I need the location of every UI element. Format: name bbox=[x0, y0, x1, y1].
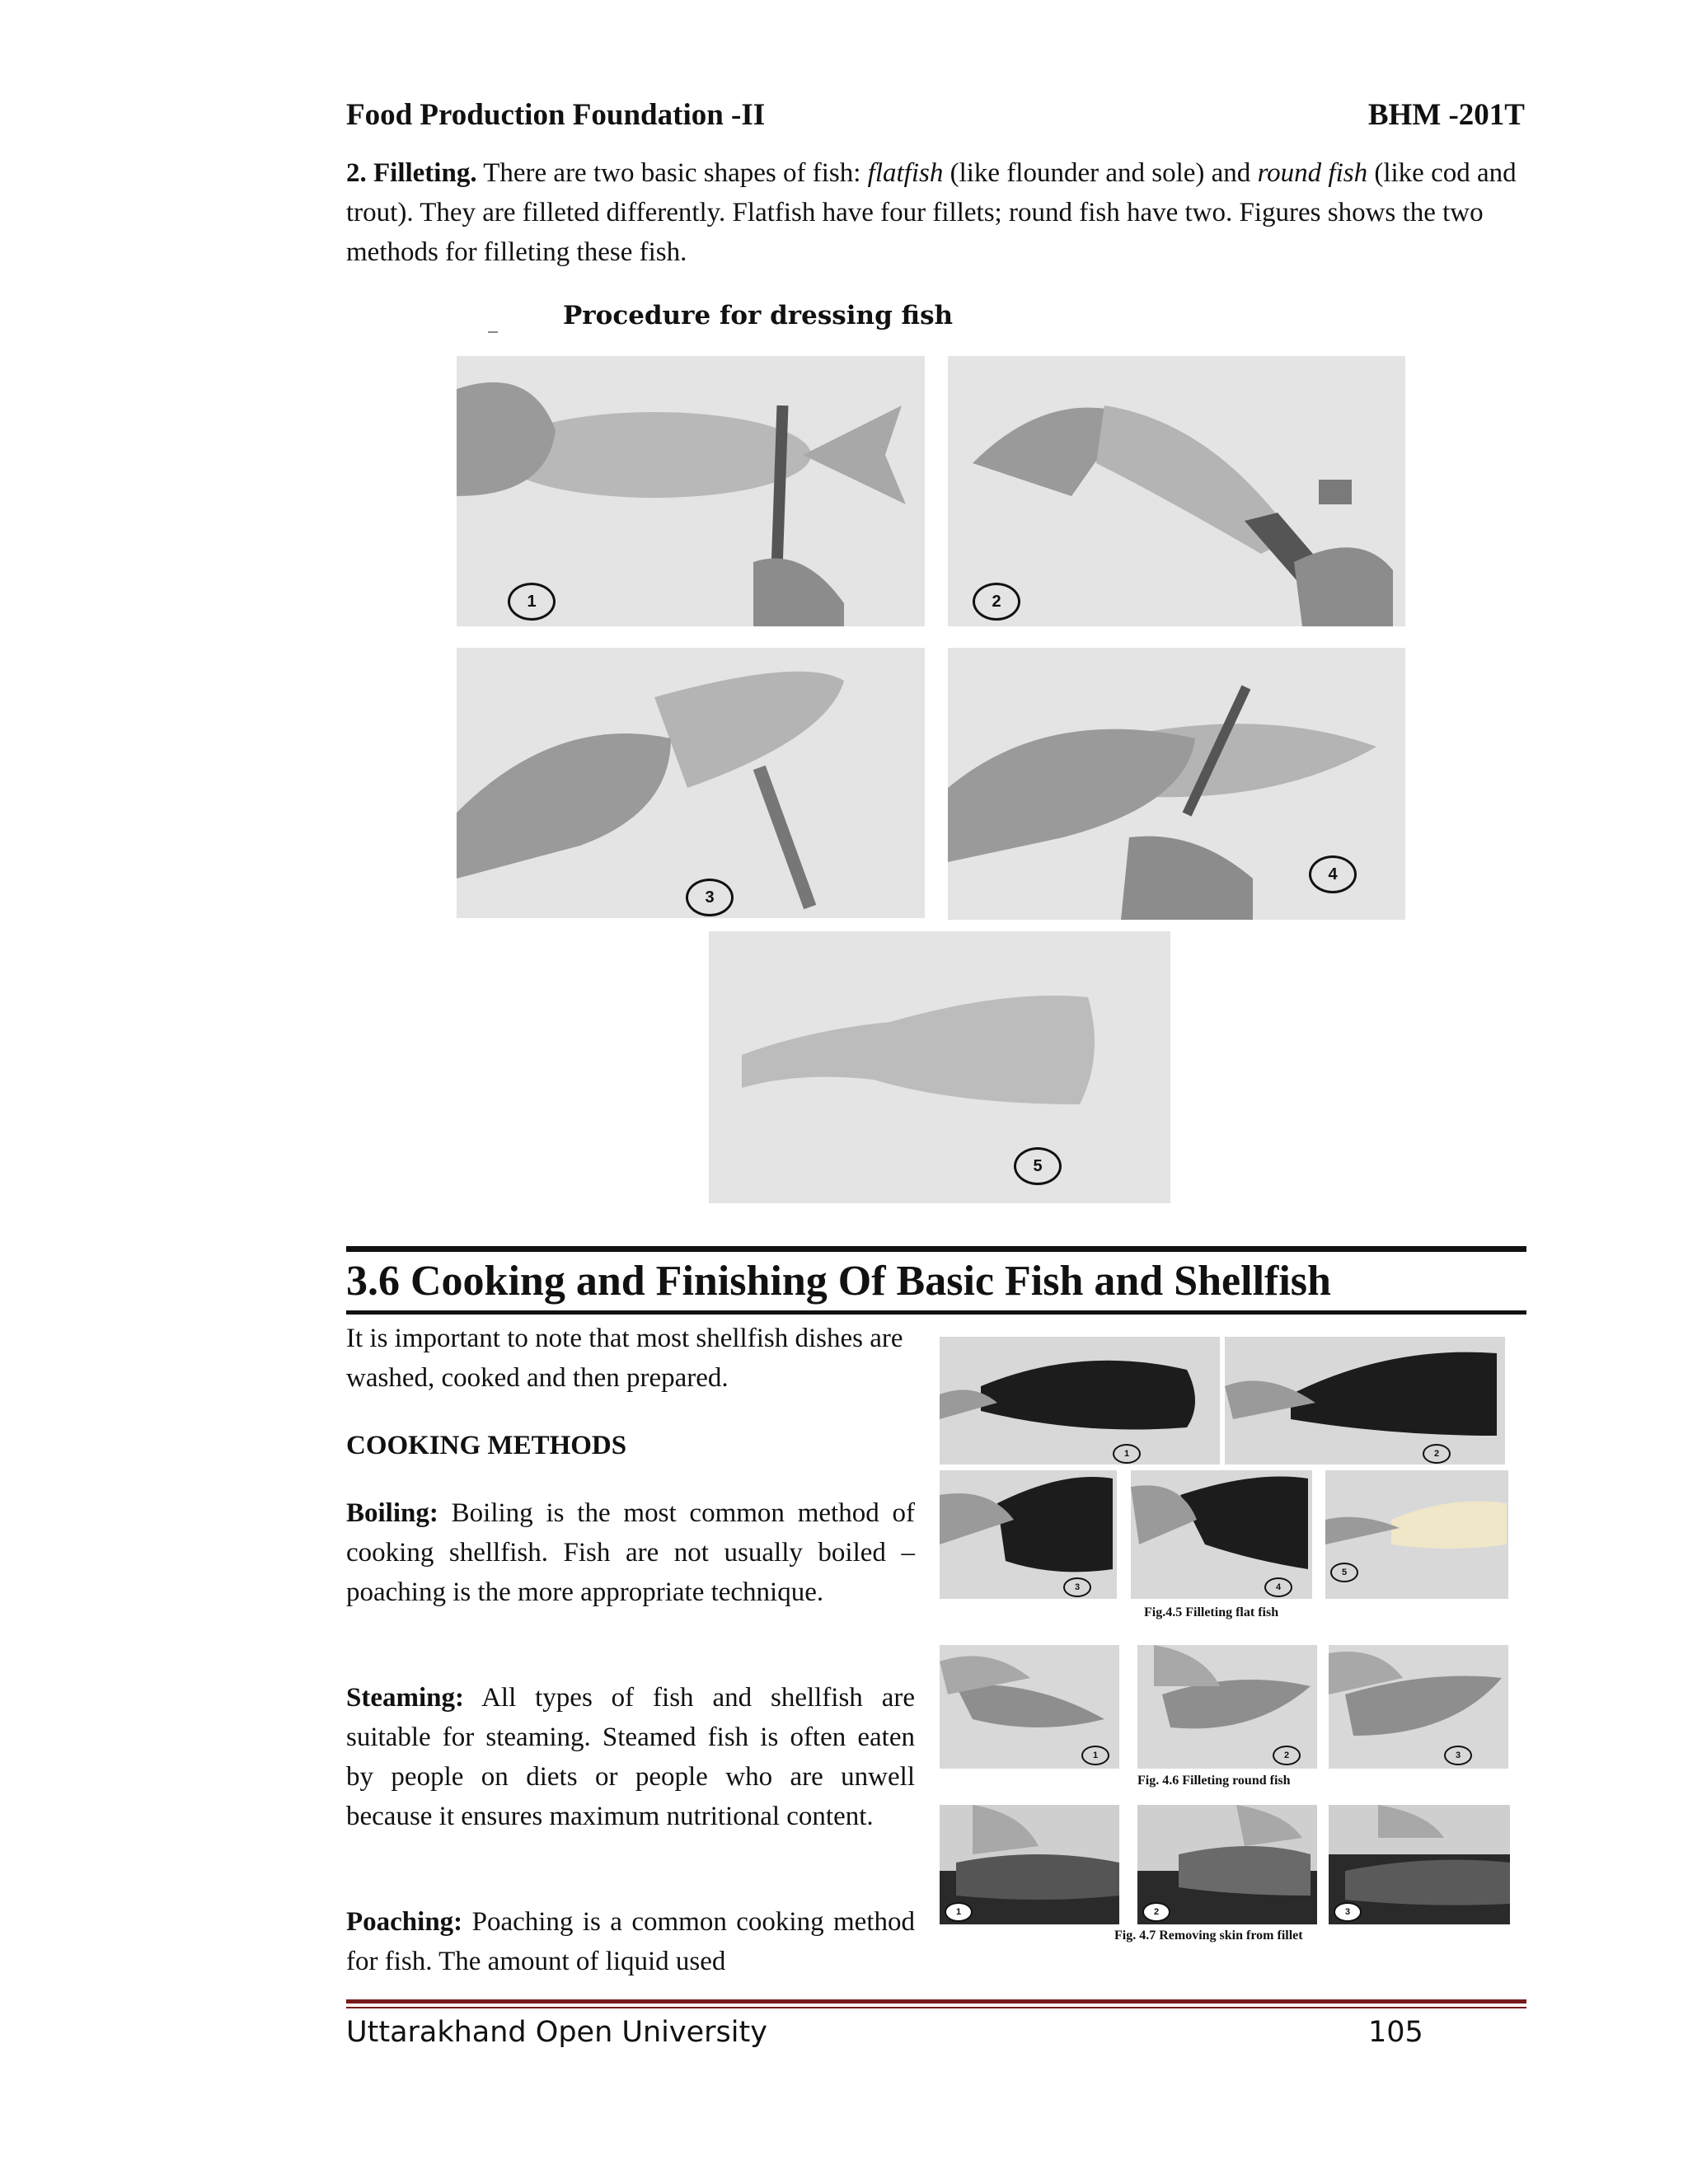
fig45-num-5: 5 bbox=[1330, 1563, 1358, 1582]
section-rule-bottom bbox=[346, 1310, 1526, 1315]
poaching-paragraph bbox=[346, 1902, 915, 1981]
scan-mark bbox=[488, 331, 498, 333]
footer-rule-thick bbox=[346, 1999, 1526, 2004]
poaching-text: Poaching is a common cooking method for fish. The amount of liquid used bbox=[346, 1907, 915, 1976]
skin-removal-photo-2 bbox=[1137, 1805, 1317, 1924]
running-header-title: Food Production Foundation -II bbox=[346, 98, 766, 132]
intro-text-3: (like cod and trout). They are filleted differently. Flatfish have four fillets; round fish have two. Figures shows the two methods for filleting these fish. bbox=[346, 158, 1517, 267]
step-number-1: 1 bbox=[508, 583, 556, 621]
steaming-text: All types of fish and shellfish are suitable for steaming. Steamed fish is often eaten by people on diets or people who are unwell because it ensures maximum nutritional content. bbox=[346, 1683, 915, 1831]
roundfish-photo-3 bbox=[1329, 1645, 1508, 1769]
section-heading: 3.6 Cooking and Finishing Of Basic Fish and Shellfish bbox=[346, 1258, 1331, 1305]
procedure-figure-title: Procedure for dressing fish bbox=[563, 301, 954, 330]
fig46-num-1: 1 bbox=[1081, 1746, 1109, 1765]
skin-removal-photo-1 bbox=[940, 1805, 1119, 1924]
cooking-methods-heading: COOKING METHODS bbox=[346, 1431, 627, 1460]
fig46-caption: Fig. 4.6 Filleting round fish bbox=[1137, 1774, 1291, 1788]
steaming-paragraph bbox=[346, 1678, 915, 1836]
roundfish-photo-1 bbox=[940, 1645, 1119, 1769]
steaming-label: Steaming: bbox=[346, 1683, 464, 1713]
boiling-label: Boiling: bbox=[346, 1498, 438, 1528]
flatfish-photo-1 bbox=[940, 1337, 1220, 1465]
footer-university: Uttarakhand Open University bbox=[346, 2016, 767, 2049]
procedure-photo-5 bbox=[709, 931, 1170, 1203]
flatfish-photo-3 bbox=[940, 1470, 1117, 1599]
shellfish-note: It is important to note that most shellfish dishes are washed, cooked and then prepared. bbox=[346, 1324, 903, 1393]
poaching-label: Poaching: bbox=[346, 1907, 463, 1937]
fig47-num-2: 2 bbox=[1142, 1902, 1170, 1922]
boiling-paragraph bbox=[346, 1493, 915, 1612]
section-rule-top bbox=[346, 1246, 1526, 1252]
fig47-caption: Fig. 4.7 Removing skin from fillet bbox=[1114, 1929, 1303, 1943]
procedure-photo-1 bbox=[457, 356, 925, 626]
fig46-num-2: 2 bbox=[1273, 1746, 1301, 1765]
term-round-fish: round fish bbox=[1257, 158, 1368, 188]
fig45-num-3: 3 bbox=[1063, 1577, 1091, 1597]
fig45-num-2: 2 bbox=[1423, 1444, 1451, 1464]
procedure-photo-4 bbox=[948, 648, 1405, 920]
filleting-paragraph bbox=[346, 153, 1533, 272]
footer-rule-thin bbox=[346, 2007, 1526, 2008]
roundfish-photo-2 bbox=[1137, 1645, 1317, 1769]
skin-removal-photo-3 bbox=[1329, 1805, 1510, 1924]
flatfish-photo-2 bbox=[1225, 1337, 1505, 1465]
intro-text-1: There are two basic shapes of fish: bbox=[476, 158, 868, 188]
step-number-2: 2 bbox=[973, 583, 1020, 621]
fig47-num-3: 3 bbox=[1334, 1902, 1362, 1922]
fig45-caption: Fig.4.5 Filleting flat fish bbox=[1144, 1605, 1279, 1619]
boiling-text: Boiling is the most common method of cooking shellfish. Fish are not usually boiled – poaching is the more appropriate technique. bbox=[346, 1498, 915, 1607]
fig45-num-1: 1 bbox=[1113, 1444, 1141, 1464]
running-header-code: BHM -201T bbox=[1367, 98, 1525, 132]
term-flatfish: flatfish bbox=[867, 158, 944, 188]
step-number-5: 5 bbox=[1014, 1147, 1062, 1185]
fig46-num-3: 3 bbox=[1444, 1746, 1472, 1765]
filleting-lead: 2. Filleting. bbox=[346, 158, 477, 188]
step-number-3: 3 bbox=[686, 879, 734, 916]
fig45-num-4: 4 bbox=[1264, 1577, 1292, 1597]
page-number: 105 bbox=[1368, 2016, 1423, 2049]
fig47-num-1: 1 bbox=[945, 1902, 973, 1922]
flatfish-photo-4 bbox=[1131, 1470, 1312, 1599]
procedure-photo-3 bbox=[457, 648, 925, 918]
procedure-photo-2 bbox=[948, 356, 1405, 626]
intro-text-2: (like flounder and sole) and bbox=[943, 158, 1258, 188]
flatfish-photo-5 bbox=[1325, 1470, 1508, 1599]
step-number-4: 4 bbox=[1309, 855, 1357, 893]
